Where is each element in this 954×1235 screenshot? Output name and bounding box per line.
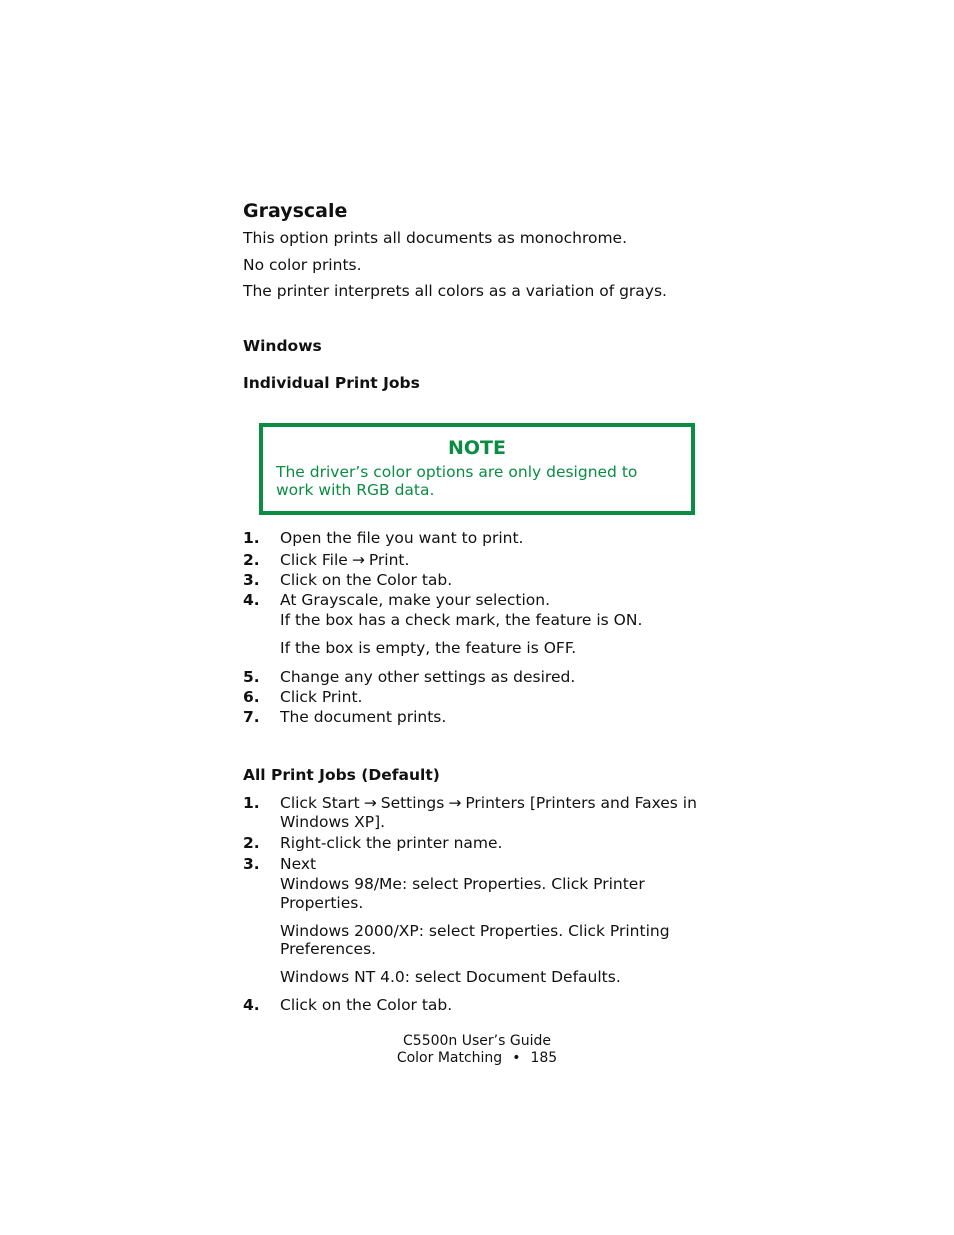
- arrow-right-icon: →: [448, 794, 462, 812]
- subheading-all-print-jobs: All Print Jobs (Default): [243, 766, 440, 784]
- footer-page-number: 185: [530, 1050, 558, 1066]
- step-text: Click on the Color tab.: [280, 996, 453, 1014]
- footer-bullet: •: [512, 1050, 521, 1066]
- intro-line-3: The printer interprets all colors as a variation of grays.: [243, 282, 667, 300]
- note-text-line-1: The driver’s color options are only designed to: [276, 463, 638, 481]
- footer-section: Color Matching: [396, 1050, 503, 1066]
- footer-page-info: [377, 1050, 577, 1067]
- step-subtext: If the box is empty, the feature is OFF.: [280, 639, 577, 657]
- step-number: 3.: [243, 855, 260, 873]
- step-number: 3.: [243, 571, 260, 589]
- step-text: Right-click the printer name.: [280, 834, 503, 852]
- note-text: [276, 463, 676, 499]
- step-text-part: Print.: [368, 551, 410, 569]
- intro-line-2: No color prints.: [243, 256, 362, 274]
- step-text: At Grayscale, make your selection.: [280, 591, 551, 609]
- step-number: 4.: [243, 591, 260, 609]
- step-number: 7.: [243, 708, 260, 726]
- step-text: Click Print.: [280, 688, 363, 706]
- step-text: Change any other settings as desired.: [280, 668, 576, 686]
- intro-line-1: This option prints all documents as monochrome.: [243, 229, 628, 247]
- note-title: NOTE: [448, 437, 506, 459]
- step-subtext: Properties.: [280, 894, 364, 912]
- step-text: The document prints.: [280, 708, 447, 726]
- step-text: Click on the Color tab.: [280, 571, 453, 589]
- step-number: 2.: [243, 834, 260, 852]
- step-subtext: Windows 98/Me: select Properties. Click Printer: [280, 875, 645, 893]
- step-text-part: Click File: [280, 551, 348, 569]
- subheading-individual-print-jobs: Individual Print Jobs: [243, 374, 420, 392]
- step-subtext: Windows NT 4.0: select Document Defaults.: [280, 968, 621, 986]
- step-text-part: Click Start: [280, 794, 360, 812]
- step-number: 5.: [243, 668, 260, 686]
- arrow-right-icon: →: [363, 794, 377, 812]
- step-number: 4.: [243, 996, 260, 1014]
- step-text: [280, 794, 697, 813]
- step-text: Next: [280, 855, 317, 873]
- note-box: [259, 423, 695, 515]
- step-subtext: Preferences.: [280, 940, 377, 958]
- step-text-continued: Windows XP].: [280, 813, 386, 831]
- step-number: 1.: [243, 529, 260, 547]
- footer-guide-title: C5500n User’s Guide: [403, 1033, 551, 1049]
- step-text-part: Printers [Printers and Faxes in: [465, 794, 697, 812]
- step-text-part: Settings: [380, 794, 445, 812]
- step-text: Open the file you want to print.: [280, 529, 524, 547]
- section-heading: Grayscale: [243, 200, 348, 222]
- step-text: [280, 551, 409, 570]
- step-number: 1.: [243, 794, 260, 812]
- step-number: 6.: [243, 688, 260, 706]
- step-subtext: Windows 2000/XP: select Properties. Click Printing: [280, 922, 670, 940]
- arrow-right-icon: →: [351, 551, 365, 569]
- step-number: 2.: [243, 551, 260, 569]
- subheading-windows: Windows: [243, 337, 322, 355]
- note-text-line-2: work with RGB data.: [276, 481, 435, 499]
- step-subtext: If the box has a check mark, the feature is ON.: [280, 611, 643, 629]
